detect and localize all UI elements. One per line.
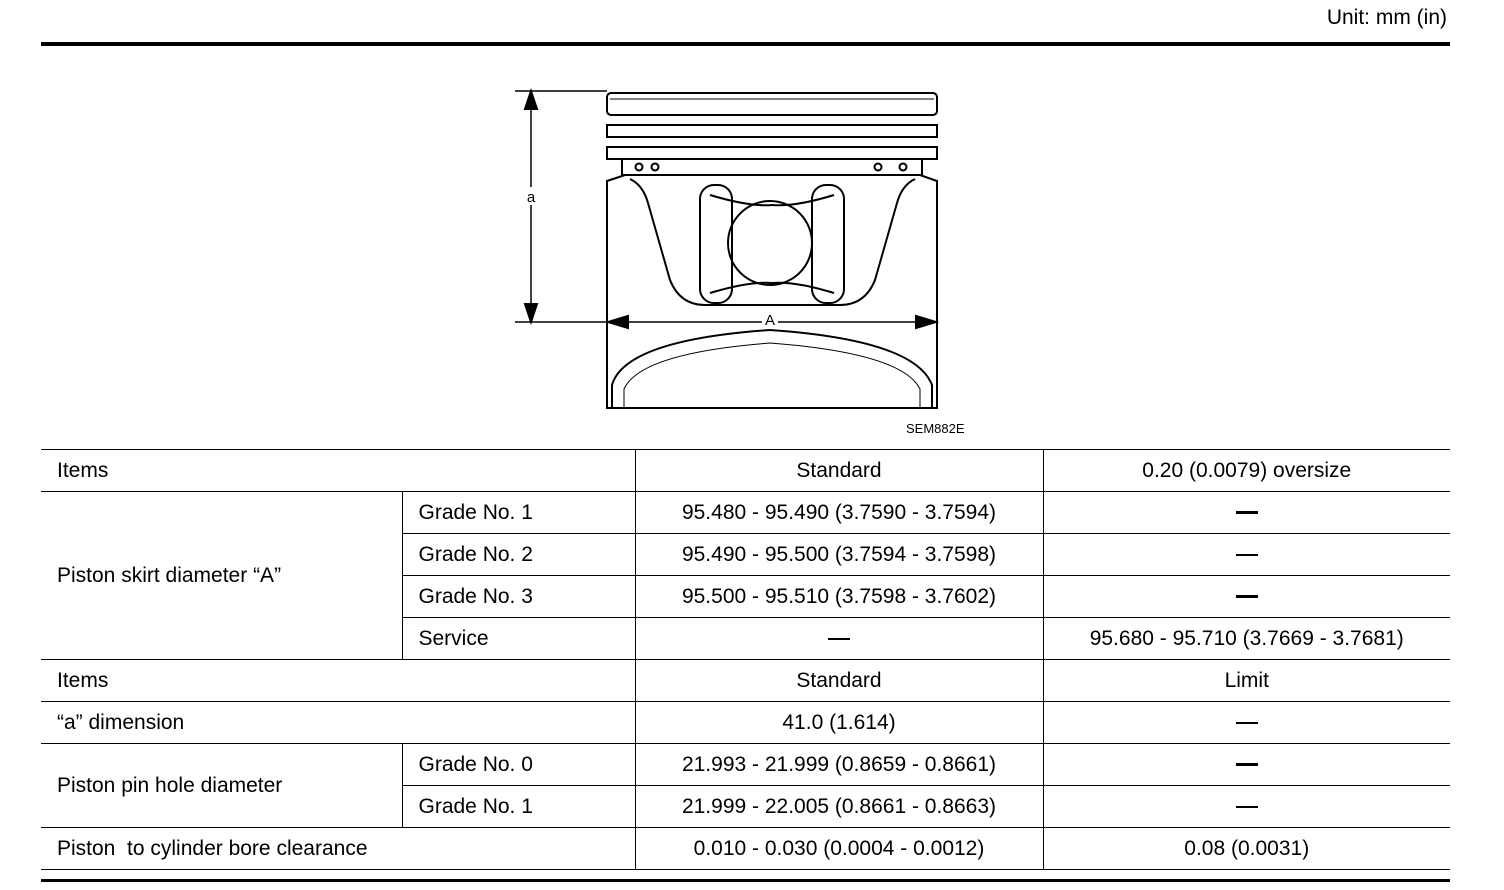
grade-cell: Grade No. 1 bbox=[402, 492, 635, 534]
standard-cell: 0.010 - 0.030 (0.0004 - 0.0012) bbox=[635, 828, 1043, 870]
piston-body bbox=[607, 175, 937, 408]
oil-ring-land bbox=[622, 159, 922, 175]
skirt-diameter-label: Piston skirt diameter “A” bbox=[41, 492, 402, 660]
grade-cell: Grade No. 3 bbox=[402, 576, 635, 618]
header-oversize: 0.20 (0.0079) oversize bbox=[1043, 450, 1450, 492]
standard-cell: 95.500 - 95.510 (3.7598 - 3.7602) bbox=[635, 576, 1043, 618]
table-row bbox=[41, 492, 1450, 534]
a-dimension-label: “a” dimension bbox=[41, 702, 635, 744]
dash bbox=[1236, 806, 1258, 808]
clearance-label: Piston to cylinder bore clearance bbox=[41, 828, 635, 870]
standard-cell: 95.490 - 95.500 (3.7594 - 3.7598) bbox=[635, 534, 1043, 576]
oversize-cell bbox=[1043, 576, 1450, 618]
label-a: a bbox=[526, 189, 536, 206]
ring-land-2 bbox=[607, 125, 937, 137]
piston-spec-table bbox=[41, 449, 1450, 870]
top-land bbox=[607, 93, 937, 115]
figure-code: SEM882E bbox=[906, 421, 965, 436]
table-row bbox=[41, 744, 1450, 786]
dash bbox=[1236, 511, 1258, 514]
header-standard: Standard bbox=[635, 660, 1043, 702]
grade-cell: Service bbox=[402, 618, 635, 660]
table-header-row bbox=[41, 450, 1450, 492]
grade-cell: Grade No. 0 bbox=[402, 744, 635, 786]
pin-hole bbox=[728, 201, 812, 285]
table-header-row bbox=[41, 660, 1450, 702]
standard-cell: 41.0 (1.614) bbox=[635, 702, 1043, 744]
grade-cell: Grade No. 1 bbox=[402, 786, 635, 828]
oversize-cell: 95.680 - 95.710 (3.7669 - 3.7681) bbox=[1043, 618, 1450, 660]
ring-land-3 bbox=[607, 147, 937, 159]
dash bbox=[1236, 763, 1258, 766]
dash bbox=[1236, 722, 1258, 724]
table-row bbox=[41, 828, 1450, 870]
limit-cell bbox=[1043, 702, 1450, 744]
oversize-cell bbox=[1043, 534, 1450, 576]
grade-cell: Grade No. 2 bbox=[402, 534, 635, 576]
pin-hole-label: Piston pin hole diameter bbox=[41, 744, 402, 828]
limit-cell bbox=[1043, 786, 1450, 828]
dash bbox=[1236, 595, 1258, 598]
header-limit: Limit bbox=[1043, 660, 1450, 702]
header-items: Items bbox=[41, 660, 635, 702]
dash bbox=[1236, 554, 1258, 556]
unit-label: Unit: mm (in) bbox=[1326, 6, 1447, 29]
bottom-rule bbox=[41, 879, 1450, 882]
header-items: Items bbox=[41, 450, 635, 492]
header-standard: Standard bbox=[635, 450, 1043, 492]
limit-cell bbox=[1043, 744, 1450, 786]
label-A: A bbox=[764, 312, 776, 329]
table-row bbox=[41, 702, 1450, 744]
piston-diagram bbox=[500, 85, 970, 440]
top-rule bbox=[41, 42, 1450, 46]
limit-cell: 0.08 (0.0031) bbox=[1043, 828, 1450, 870]
standard-cell bbox=[635, 618, 1043, 660]
standard-cell: 21.993 - 21.999 (0.8659 - 0.8661) bbox=[635, 744, 1043, 786]
standard-cell: 95.480 - 95.490 (3.7590 - 3.7594) bbox=[635, 492, 1043, 534]
dash bbox=[828, 638, 850, 640]
standard-cell: 21.999 - 22.005 (0.8661 - 0.8663) bbox=[635, 786, 1043, 828]
oversize-cell bbox=[1043, 492, 1450, 534]
